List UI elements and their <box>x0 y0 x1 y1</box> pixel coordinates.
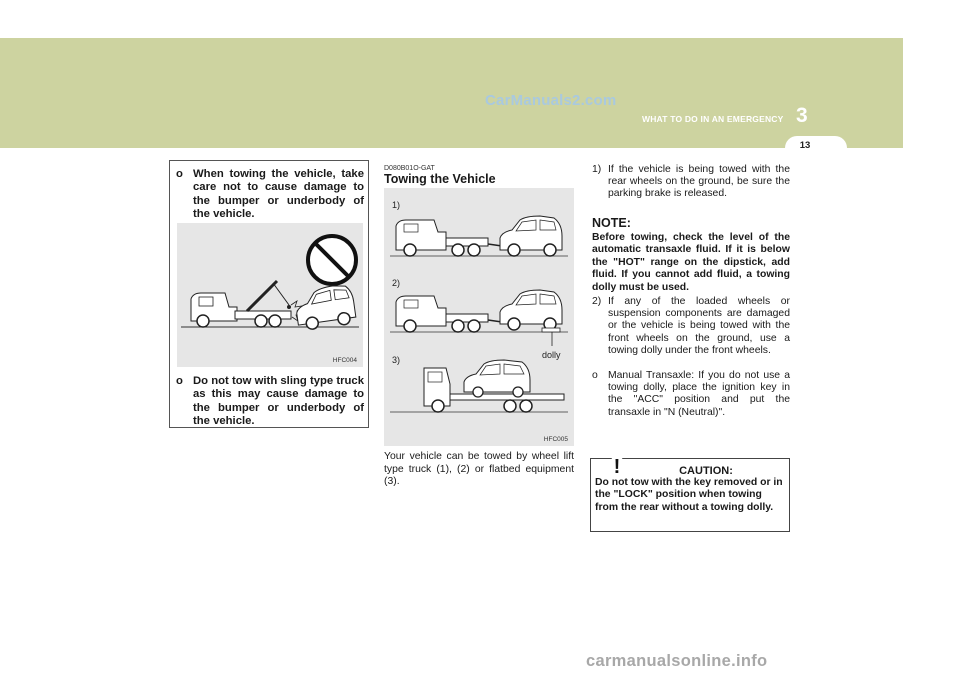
dolly-label: dolly <box>542 350 561 360</box>
bullet-marker: o <box>176 375 183 387</box>
bullet-text: When towing the vehicle, take care not to cause damage to the bumper or underbody of the vehicle. <box>193 168 364 221</box>
sling-tow-figure <box>177 223 363 367</box>
list-text: If the vehicle is being towed with the rear wheels on the ground, be sure the parking brake is released. <box>608 164 790 200</box>
figure-label-1: 1) <box>392 200 401 210</box>
bullet-item <box>176 168 364 222</box>
list-item <box>592 370 790 419</box>
prohibition-icon <box>308 236 356 284</box>
bullet-marker: o <box>176 168 183 180</box>
header-banner <box>0 38 903 148</box>
list-text: Manual Transaxle: If you do not use a towing dolly, place the ignition key in the "ACC" position and put the transaxle in "N (Neutral)". <box>608 370 790 418</box>
list-item <box>592 296 790 357</box>
caution-box <box>590 458 790 532</box>
note-heading: NOTE: <box>592 216 631 230</box>
section-heading: Towing the Vehicle <box>384 172 496 186</box>
towed-car-3 <box>464 360 530 397</box>
towing-methods-illustration <box>384 188 574 446</box>
list-item <box>592 164 790 201</box>
figure-code: HFC004 <box>332 357 357 364</box>
towing-methods-figure <box>384 188 574 446</box>
figure-label-2: 2) <box>392 278 401 288</box>
figure-code: HFC005 <box>543 436 568 443</box>
towed-car-1 <box>500 216 562 256</box>
list-marker: o <box>592 370 598 381</box>
exclamation-triangle-icon <box>599 449 635 479</box>
towing-warning-box <box>169 160 369 428</box>
list-marker: 1) <box>592 164 602 175</box>
sling-tow-illustration <box>177 223 363 367</box>
svg-text:!: ! <box>613 456 621 478</box>
chapter-title: WHAT TO DO IN AN EMERGENCY <box>642 114 784 124</box>
bullet-text: Do not tow with sling type truck as this may cause damage to the bumper or underbody of the vehicle. <box>193 375 364 428</box>
bottom-watermark[interactable]: carmanualsonline.info <box>586 652 768 670</box>
list-text: If any of the loaded wheels or suspension components are damaged or the vehicle is being towed with the front wheels on the ground, use a towing dolly under the front wheels. <box>608 296 790 356</box>
towed-car-2 <box>500 290 562 346</box>
caution-title: CAUTION: <box>679 465 733 477</box>
chapter-number: 3 <box>796 104 808 127</box>
bullet-item <box>176 375 364 429</box>
note-body: Before towing, check the level of the automatic transaxle fluid. If it is below the "HOT" range on the dipstick, add fluid. If you cannot add fluid, a towing dolly must be used. <box>592 232 790 293</box>
figure-label-3: 3) <box>392 355 401 365</box>
section-code: D080B01O-GAT <box>384 165 435 172</box>
towing-methods-text: Your vehicle can be towed by wheel lift type truck (1), (2) or flatbed equipment (3). <box>384 451 574 488</box>
list-marker: 2) <box>592 296 602 307</box>
caution-body: Do not tow with the key removed or in the "LOCK" position when towing from the rear without a towing dolly. <box>595 477 783 513</box>
top-watermark[interactable]: CarManuals2.com <box>485 92 617 109</box>
page-number: 13 <box>799 140 811 151</box>
